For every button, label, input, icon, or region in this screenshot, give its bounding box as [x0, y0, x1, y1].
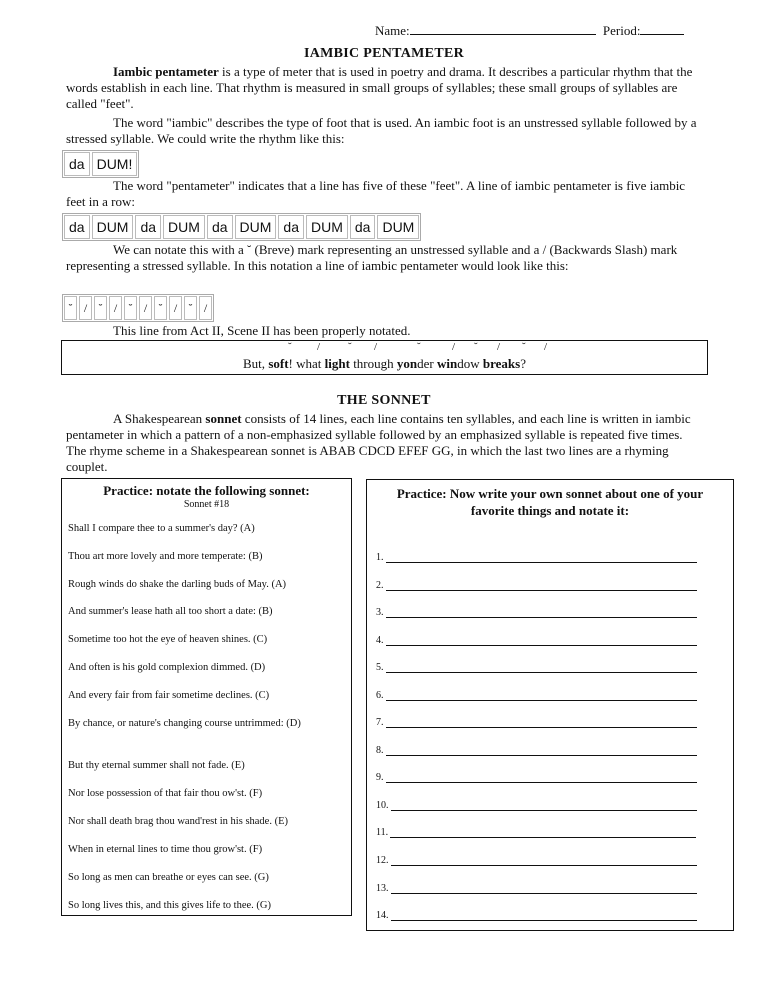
mark-cell: ˘: [184, 296, 197, 320]
iambic-title: IAMBIC PENTAMETER: [303, 46, 465, 61]
scansion-mark: ˘: [474, 341, 478, 353]
sonnet-line[interactable]: By chance, or nature's changing course untrimmed: (D): [68, 718, 301, 729]
pentameter-paragraph: The word "pentameter" indicates that a line has five of these "feet". A line of iambic pentameter is five iambic feet in a row:: [66, 178, 686, 209]
scansion-mark: ˘: [348, 341, 352, 353]
line-number: 6.: [376, 690, 384, 701]
name-label: Name:: [375, 23, 410, 38]
sonnet-line[interactable]: Nor lose possession of that fair thou ow'st. (F): [68, 788, 263, 799]
sonnet-line[interactable]: Shall I compare thee to a summer's day? (A): [68, 523, 255, 534]
period-label: Period:: [602, 23, 641, 38]
quote-stress: breaks: [482, 356, 521, 371]
pent-cell: DUM: [235, 215, 277, 239]
sonnet-line[interactable]: So long lives this, and this gives life to thee. (G): [68, 900, 271, 911]
pent-cell: da: [135, 215, 161, 239]
own-sonnet-panel: [366, 479, 734, 931]
blank-line[interactable]: [386, 635, 697, 646]
mark-cell: ˘: [94, 296, 107, 320]
blank-line[interactable]: [386, 607, 697, 618]
blank-line[interactable]: [386, 772, 697, 783]
scansion-mark: ˘: [522, 341, 526, 353]
writing-line[interactable]: [376, 607, 697, 618]
writing-line[interactable]: [376, 772, 697, 783]
iambic-paragraph: The word "iambic" describes the type of foot that is used. An iambic foot is an unstressed syllable followed by a stressed syllable. We could write the rhythm like this:: [66, 115, 697, 146]
blank-line[interactable]: [386, 717, 697, 728]
foot-box: [62, 150, 139, 178]
mark-cell: /: [199, 296, 212, 320]
blank-line[interactable]: [386, 690, 697, 701]
sonnet-line[interactable]: Nor shall death brag thou wand'rest in his shade. (E): [68, 816, 289, 827]
notated-quote-box: [61, 340, 708, 375]
line-number: 11.: [376, 827, 389, 838]
period-blank[interactable]: [640, 22, 684, 35]
blank-line[interactable]: [386, 580, 697, 591]
blank-line[interactable]: [391, 883, 697, 894]
scansion-mark: /: [317, 341, 321, 353]
writing-line[interactable]: [376, 800, 697, 811]
mark-cell: ˘: [64, 296, 77, 320]
sonnet-line[interactable]: And every fair from fair sometime declines. (C): [68, 690, 270, 701]
blank-line[interactable]: [386, 662, 697, 673]
pent-cell: DUM: [377, 215, 419, 239]
sonnet-text: A Shakespearean: [113, 411, 206, 426]
shakespeare-quote: [62, 356, 707, 372]
line-number: 14.: [376, 910, 389, 921]
sonnet-line[interactable]: But thy eternal summer shall not fade. (E): [68, 760, 245, 771]
pent-cell: DUM: [163, 215, 205, 239]
sonnet-paragraph: [66, 411, 698, 475]
quote-stress: yon: [396, 356, 418, 371]
sonnet-term: sonnet: [205, 411, 242, 426]
name-blank[interactable]: [410, 22, 596, 35]
line-number: 4.: [376, 635, 384, 646]
mark-cell: /: [109, 296, 122, 320]
line-number: 7.: [376, 717, 384, 728]
sonnet-number: Sonnet #18: [183, 499, 230, 510]
name-period-header: [375, 22, 684, 39]
mark-cell: /: [169, 296, 182, 320]
foot-cell: DUM!: [92, 152, 138, 176]
blank-line[interactable]: [391, 910, 697, 921]
quote-stress: win: [436, 356, 458, 371]
blank-line[interactable]: [386, 552, 697, 563]
line-number: 10.: [376, 800, 389, 811]
quote-part: dow: [457, 356, 483, 371]
sonnet-line[interactable]: Rough winds do shake the darling buds of May. (A): [68, 579, 287, 590]
writing-line[interactable]: [376, 827, 696, 838]
sonnet-18-panel: [61, 478, 352, 916]
mark-cell: /: [139, 296, 152, 320]
sonnet-line[interactable]: So long as men can breathe or eyes can see. (G): [68, 872, 269, 883]
writing-line[interactable]: [376, 910, 697, 921]
line-number: 9.: [376, 772, 384, 783]
quote-part: But,: [243, 356, 269, 371]
mark-cell: ˘: [124, 296, 137, 320]
writing-line[interactable]: [376, 883, 697, 894]
scansion-mark: /: [544, 341, 548, 353]
scansion-mark: ˘: [288, 341, 292, 353]
pentameter-box: [62, 213, 421, 241]
quote-part: ?: [520, 356, 526, 371]
writing-line[interactable]: [376, 662, 697, 673]
notated-line-intro: This line from Act II, Scene II has been properly notated.: [113, 323, 411, 338]
line-number: 13.: [376, 883, 389, 894]
sonnet-title: THE SONNET: [337, 393, 431, 408]
scansion-mark: /: [497, 341, 501, 353]
pent-cell: da: [64, 215, 90, 239]
mark-cell: ˘: [154, 296, 167, 320]
quote-stress: light: [324, 356, 350, 371]
line-number: 12.: [376, 855, 389, 866]
line-number: 3.: [376, 607, 384, 618]
pent-cell: da: [207, 215, 233, 239]
quote-part: through: [349, 356, 397, 371]
mark-box: [62, 294, 214, 322]
quote-part: ! what: [288, 356, 325, 371]
sonnet-line[interactable]: And often is his gold complexion dimmed. (D): [68, 662, 266, 673]
sonnet-text: consists of 14 lines, each line contains ten syllables, and each line is written in iambic pentameter in which a pattern of a non-emphasized syllable followed by an emphasized syllable is repeated five times. The rhyme scheme in a Shakespearean sonnet is ABAB CDCD EFEF GG, in which the last two lines are a rhyming couplet.: [66, 411, 691, 474]
blank-line[interactable]: [391, 855, 697, 866]
pent-cell: da: [350, 215, 376, 239]
sonnet-line[interactable]: When in eternal lines to time thou grow'st. (F): [68, 844, 263, 855]
sonnet-line[interactable]: Sometime too hot the eye of heaven shines. (C): [68, 634, 268, 645]
scansion-mark: /: [374, 341, 378, 353]
writing-line[interactable]: [376, 635, 697, 646]
writing-line[interactable]: [376, 580, 697, 591]
writing-line[interactable]: [376, 717, 697, 728]
writing-line[interactable]: [376, 855, 697, 866]
writing-line[interactable]: [376, 745, 697, 756]
sonnet-line[interactable]: Thou art more lovely and more temperate: (B): [68, 551, 263, 562]
line-number: 8.: [376, 745, 384, 756]
right-panel-heading: Practice: Now write your own sonnet about one of your favorite things and notate it:: [396, 486, 704, 518]
intro-paragraph: [66, 64, 698, 112]
scansion-mark: ˘: [417, 341, 421, 353]
quote-stress: soft: [268, 356, 289, 371]
line-number: 5.: [376, 662, 384, 673]
line-number: 2.: [376, 580, 384, 591]
writing-line[interactable]: [376, 690, 697, 701]
pent-cell: DUM: [92, 215, 134, 239]
blank-line[interactable]: [386, 745, 697, 756]
blank-line[interactable]: [390, 827, 696, 838]
quote-part: der: [417, 356, 437, 371]
pent-cell: da: [278, 215, 304, 239]
intro-text: is a type of meter that is used in poetry and drama. It describes a particular rhythm that the words establish in each line. That rhythm is measured in small groups of syllables; these small groups of syllables are called "feet".: [66, 64, 693, 111]
scansion-marks: [62, 342, 707, 354]
pent-cell: DUM: [306, 215, 348, 239]
notation-paragraph: We can notate this with a ˘ (Breve) mark representing an unstressed syllable and a / (Backwards Slash) mark representing a stressed syllable. In this notation a line of iambic pentameter would look like this:: [66, 242, 678, 273]
scansion-mark: /: [452, 341, 456, 353]
sonnet-line[interactable]: And summer's lease hath all too short a date: (B): [68, 606, 273, 617]
writing-line[interactable]: [376, 552, 697, 563]
foot-cell: da: [64, 152, 90, 176]
line-number: 1.: [376, 552, 384, 563]
mark-cell: /: [79, 296, 92, 320]
left-panel-heading: Practice: notate the following sonnet:: [103, 483, 310, 498]
blank-line[interactable]: [391, 800, 697, 811]
iambic-term: Iambic pentameter: [113, 64, 219, 79]
